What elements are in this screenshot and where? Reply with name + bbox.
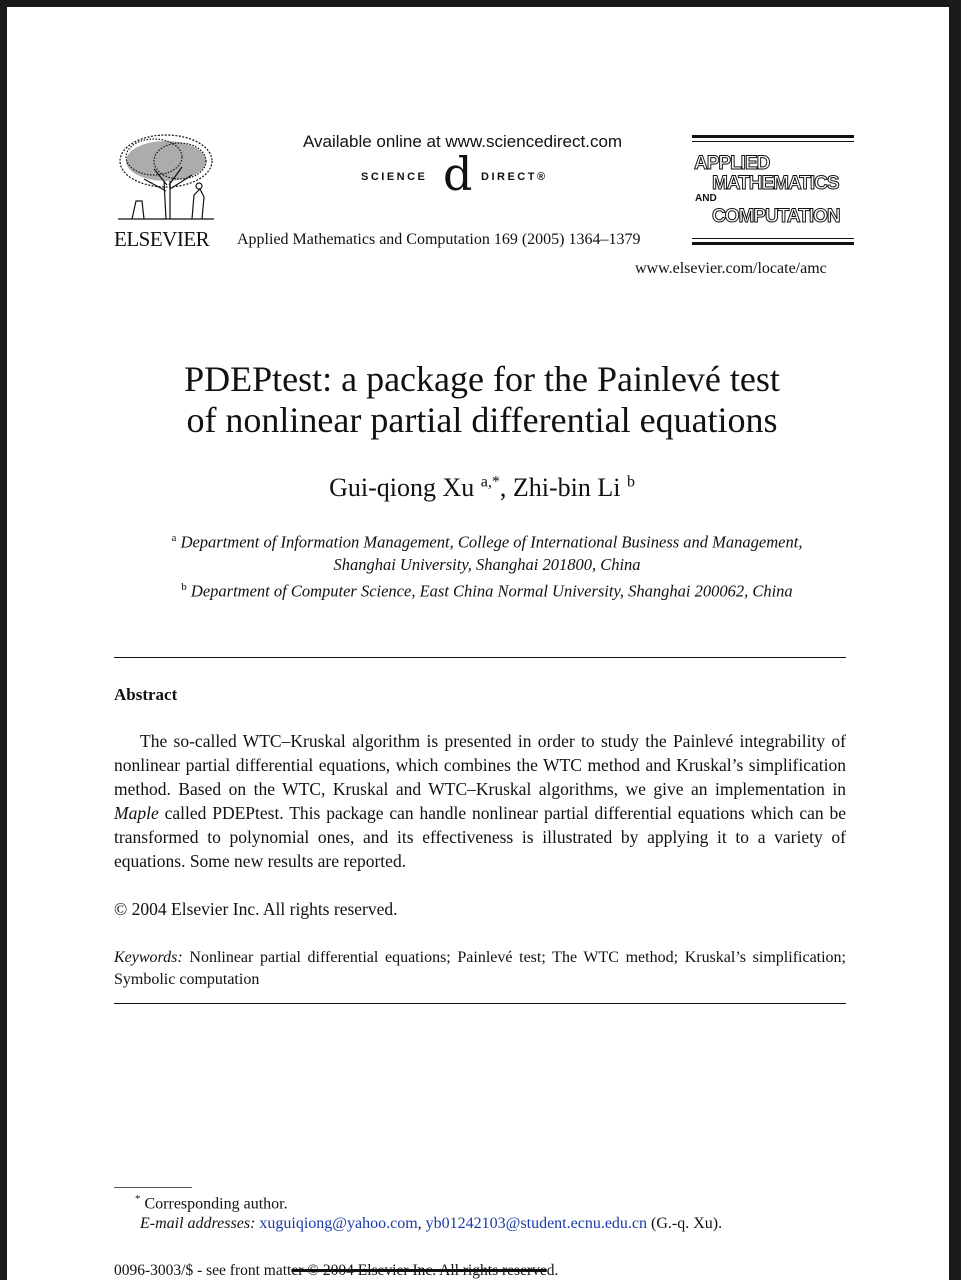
sd-right-text: DIRECT® xyxy=(481,171,548,183)
paper-title xyxy=(67,359,897,441)
front-matter-line xyxy=(114,1262,558,1280)
abstract-maple: Maple xyxy=(114,803,159,823)
affiliations xyxy=(107,527,867,602)
journal-logo xyxy=(692,135,854,250)
journal-logo-line3: COMPUTATION xyxy=(712,206,840,227)
sciencedirect-logo xyxy=(359,147,569,201)
abstract-heading: Abstract xyxy=(114,685,178,704)
keywords-label: Keywords: xyxy=(114,949,183,966)
front-matter-suffix: d. xyxy=(546,1262,559,1279)
journal-logo-line1: APPLIED xyxy=(694,153,770,174)
footnote-corresponding xyxy=(135,1193,288,1213)
abstract-text-1: The so-called WTC–Kruskal algorithm is presented in order to study the Painlevé integrability of nonlinear partial differential equations, which combines the WTC method and Kruskal’s simplification method. Based on the WTC, Kruskal and WTC–Kruskal algorithms, we give an implementation in xyxy=(114,731,846,799)
paper-page xyxy=(7,7,949,1280)
divider-top xyxy=(114,657,846,658)
front-matter-prefix: 0096-3003/$ - see front matt xyxy=(114,1262,292,1279)
journal-url[interactable]: www.elsevier.com/locate/amc xyxy=(635,260,827,277)
title-line-2: of nonlinear partial differential equations xyxy=(186,400,778,440)
email-link-1[interactable]: xuguiqiong@yahoo.com xyxy=(259,1215,418,1232)
copyright: © 2004 Elsevier Inc. All rights reserved. xyxy=(114,899,398,919)
sd-at-icon: d xyxy=(443,147,473,201)
corresponding-text: Corresponding author. xyxy=(144,1195,288,1213)
affil-a-line2: Shanghai University, Shanghai 201800, China xyxy=(333,554,641,574)
journal-logo-line2: MATHEMATICS xyxy=(712,173,839,194)
journal-citation: Applied Mathematics and Computation 169 (2005) 1364–1379 xyxy=(237,231,641,248)
affil-b-marker: b xyxy=(181,580,187,593)
elsevier-logo xyxy=(114,131,226,251)
available-online-text: Available online at www.sciencedirect.com xyxy=(303,132,623,151)
journal-logo-and: AND xyxy=(695,193,717,204)
email-suffix: (G.-q. Xu). xyxy=(647,1215,723,1232)
email-comma: , xyxy=(417,1215,426,1232)
abstract-body xyxy=(114,729,846,873)
email-label: E-mail addresses: xyxy=(140,1215,256,1232)
email-link-2[interactable]: yb01242103@student.ecnu.edu.cn xyxy=(425,1215,648,1232)
front-matter-struck: er © 2004 Elsevier Inc. All rights reserve xyxy=(291,1262,547,1279)
keywords xyxy=(114,947,846,991)
author-separator: , xyxy=(499,473,513,502)
author-1: Gui-qiong Xu xyxy=(329,473,475,502)
sd-left-text: SCIENCE xyxy=(361,171,428,183)
elsevier-tree-icon xyxy=(114,131,218,223)
affil-a-line1: Department of Information Management, College of International Business and Management, xyxy=(180,532,803,552)
authors xyxy=(67,473,897,503)
footnote-star: * xyxy=(135,1193,141,1205)
affil-a-marker: a xyxy=(171,532,177,544)
publisher-name: ELSEVIER xyxy=(114,227,210,251)
author-2-affil: b xyxy=(626,473,635,491)
footnote-emails xyxy=(140,1215,722,1233)
author-2: Zhi-bin Li xyxy=(512,473,621,502)
affil-b-line1: Department of Computer Science, East China Normal University, Shanghai 200062, China xyxy=(190,581,793,600)
footnote-rule xyxy=(114,1187,192,1188)
divider-bottom xyxy=(114,1003,846,1004)
abstract-text-2: called PDEPtest. This package can handle nonlinear partial differential equations which can be transformed to polynomial ones, and its effectiveness is illustrated by applying it to a variety of equations. Some new results are reported. xyxy=(114,803,846,871)
keywords-text: Nonlinear partial differential equations; Painlevé test; The WTC method; Kruskal’s simplification; Symbolic computation xyxy=(114,949,846,988)
title-line-1: PDEPtest: a package for the Painlevé test xyxy=(184,359,780,399)
author-1-affil: a,* xyxy=(480,473,500,491)
